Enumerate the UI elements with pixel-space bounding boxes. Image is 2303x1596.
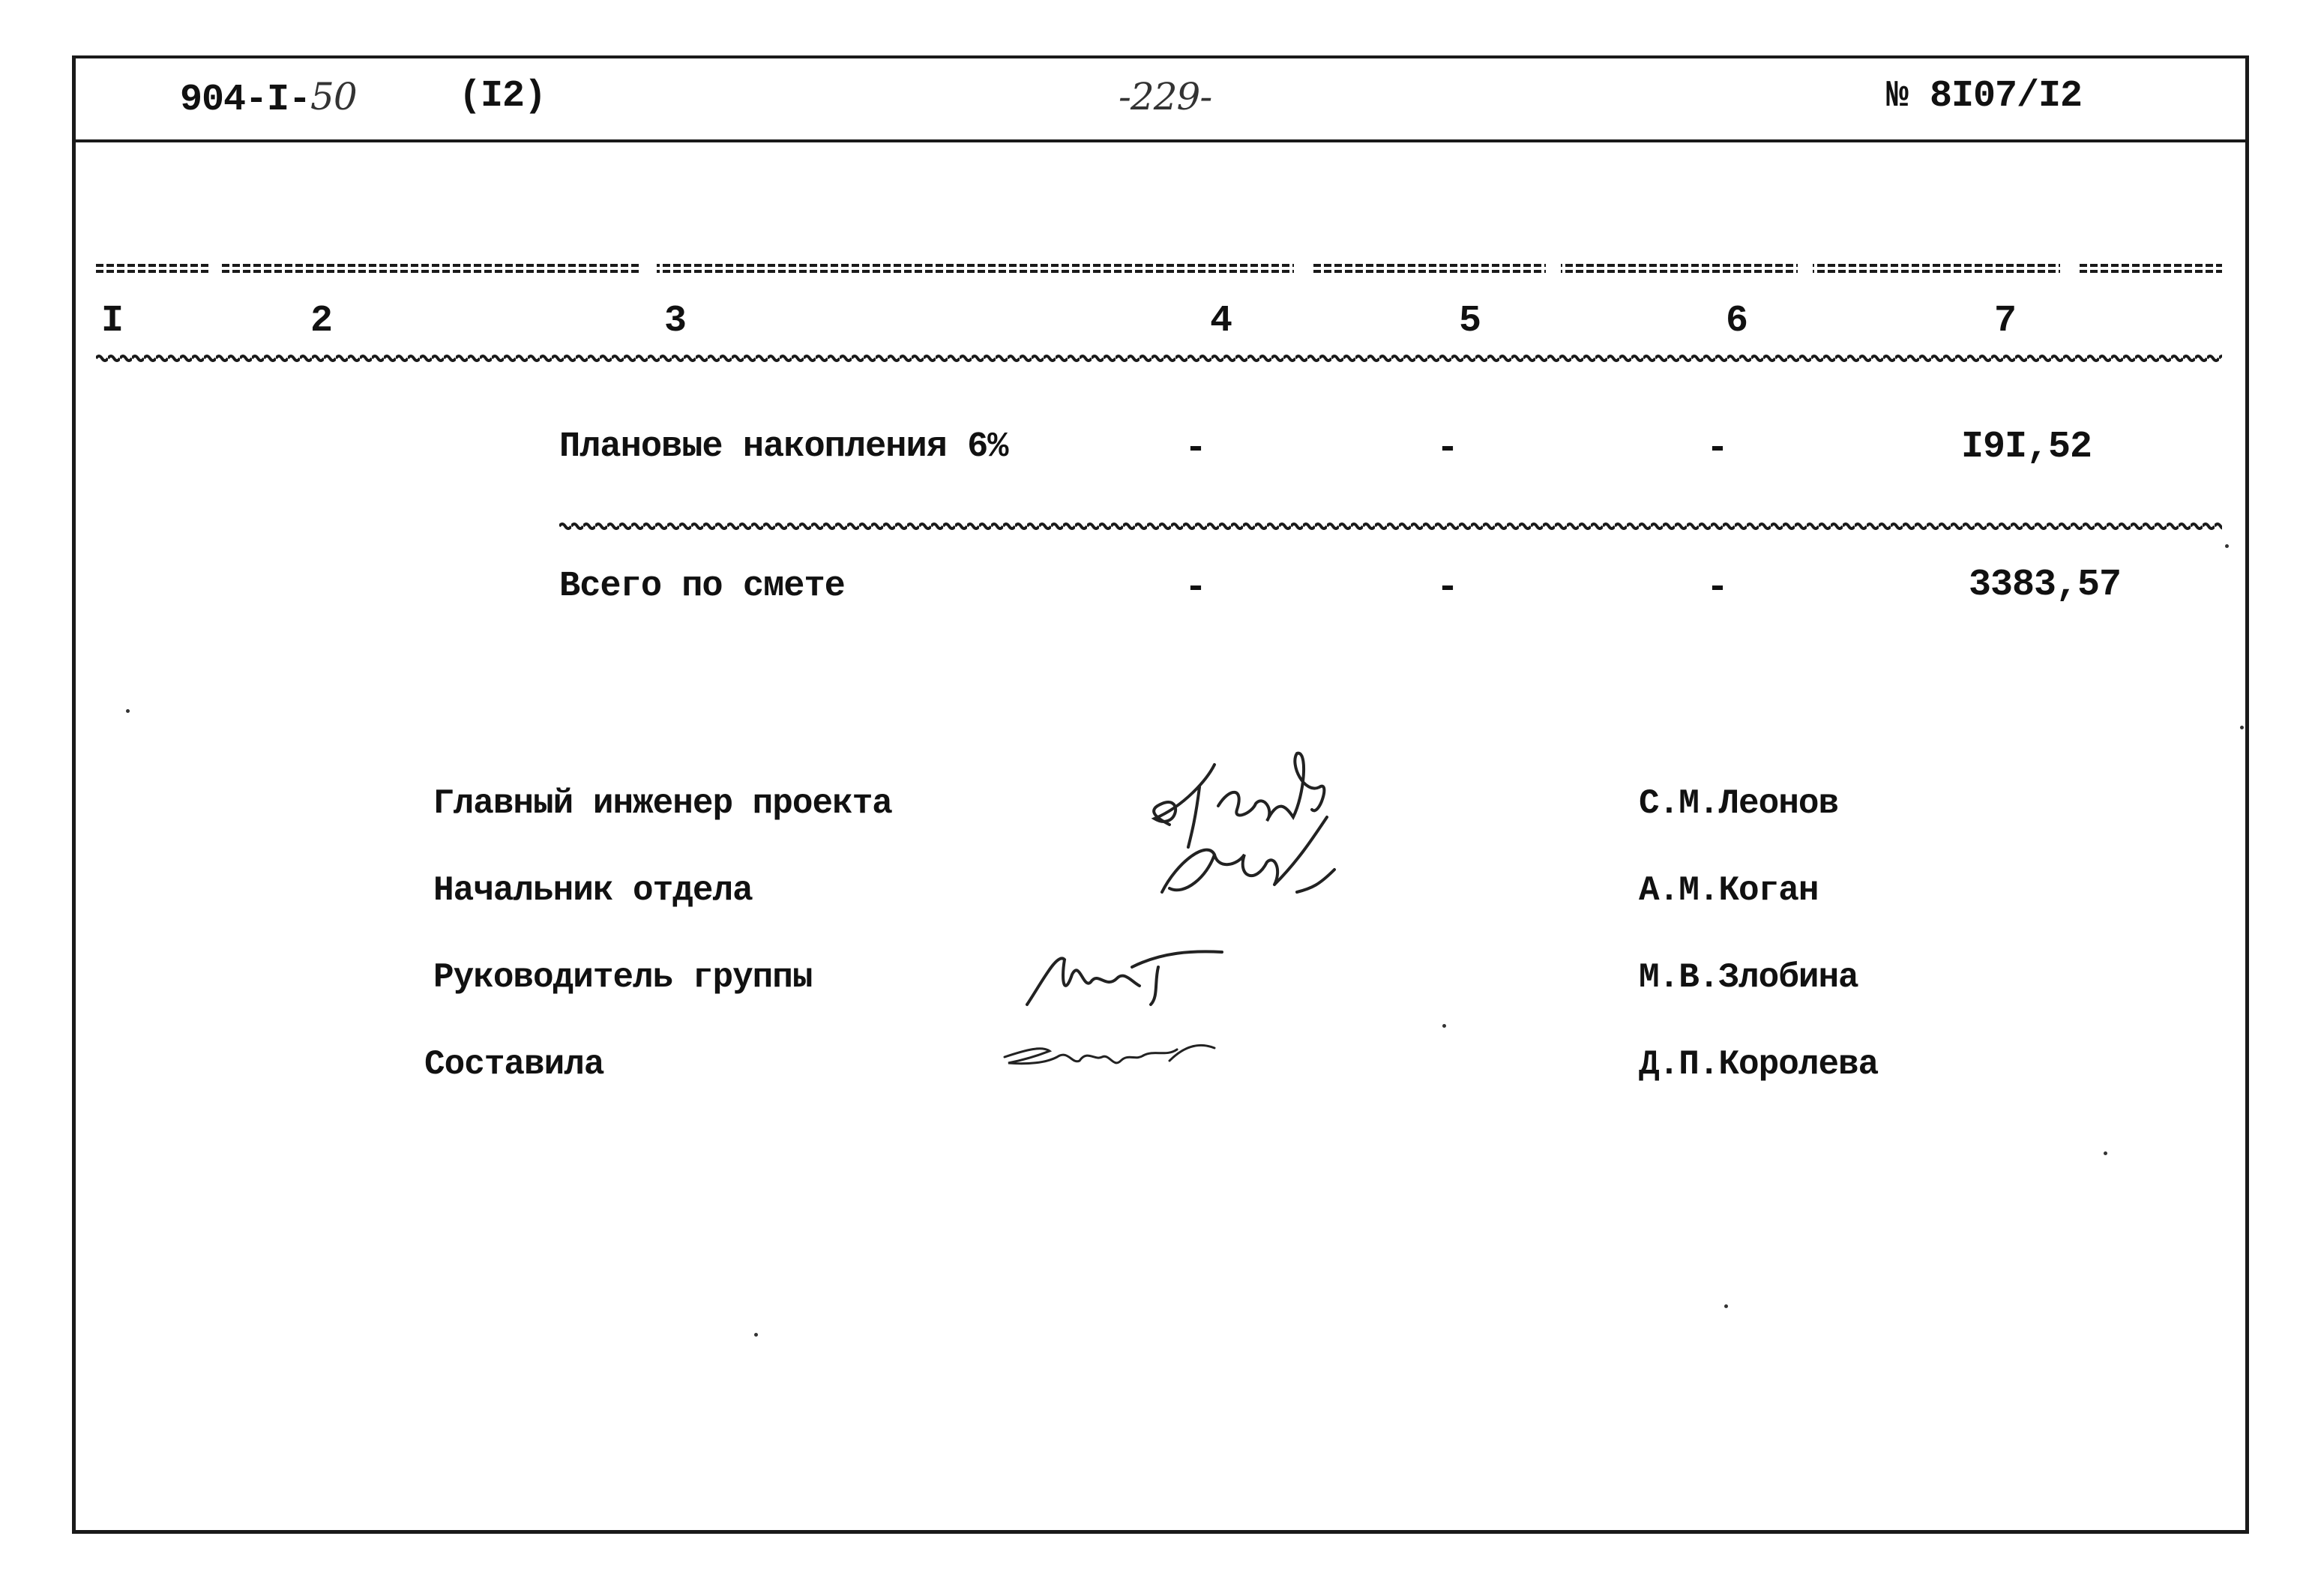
- row-total-col6: -: [1706, 567, 1729, 609]
- document-number: № 8I07/I2: [1886, 75, 2083, 118]
- column-number-6: 6: [1726, 300, 1749, 343]
- document-code: [180, 75, 357, 121]
- signature-name-department-head: А.М.Коган: [1639, 871, 1819, 910]
- signature-role-compiler: Составила: [424, 1045, 604, 1084]
- scan-speck: [2225, 544, 2229, 548]
- row-label-total: Всего по смете: [559, 567, 845, 606]
- row-planned-col6: -: [1706, 427, 1729, 470]
- row-planned-col5: -: [1436, 427, 1460, 470]
- column-header-rule: [96, 349, 2222, 367]
- row-total-col5: -: [1436, 567, 1460, 609]
- signature-group-leader: [1020, 937, 1244, 1027]
- signature-role-department-head: Начальник отдела: [433, 871, 753, 910]
- scan-speck: [754, 1333, 758, 1337]
- signature-role-group-leader: Руководитель группы: [433, 958, 813, 997]
- column-number-3: 3: [664, 300, 687, 343]
- signature-chief-engineer: [1125, 735, 1372, 930]
- scan-speck: [126, 709, 130, 713]
- signature-name-chief-engineer: С.М.Леонов: [1639, 784, 1839, 823]
- page-number: -229-: [1119, 75, 1212, 118]
- row-label-planned-savings: Плановые накопления 6%: [559, 427, 1008, 467]
- document-part: (I2): [459, 75, 547, 118]
- row-planned-col7: I9I,52: [1961, 426, 2092, 469]
- column-number-7: 7: [1994, 300, 2017, 343]
- scan-speck: [2104, 1151, 2107, 1155]
- total-rule: [559, 517, 2222, 535]
- column-number-2: 2: [310, 300, 334, 343]
- row-total-col7: 3383,57: [1969, 564, 2122, 606]
- row-total-col4: -: [1184, 567, 1208, 609]
- scan-speck: [1442, 1024, 1446, 1028]
- signature-name-group-leader: М.В.Злобина: [1639, 958, 1858, 997]
- column-number-5: 5: [1459, 300, 1482, 343]
- column-number-1: I: [101, 300, 124, 343]
- column-number-4: 4: [1210, 300, 1233, 343]
- document-code-handwritten: 50: [310, 75, 357, 118]
- signature-compiler: [997, 1027, 1244, 1079]
- row-planned-col4: -: [1184, 427, 1208, 470]
- document-code-prefix: 904-I-: [180, 79, 311, 121]
- signature-name-compiler: Д.П.Королева: [1639, 1045, 1879, 1084]
- signature-role-chief-engineer: Главный инженер проекта: [433, 784, 892, 823]
- scan-speck: [2240, 726, 2244, 729]
- scan-speck: [1724, 1304, 1728, 1308]
- table-top-rule: [96, 261, 2222, 276]
- header-rule: [72, 139, 2249, 142]
